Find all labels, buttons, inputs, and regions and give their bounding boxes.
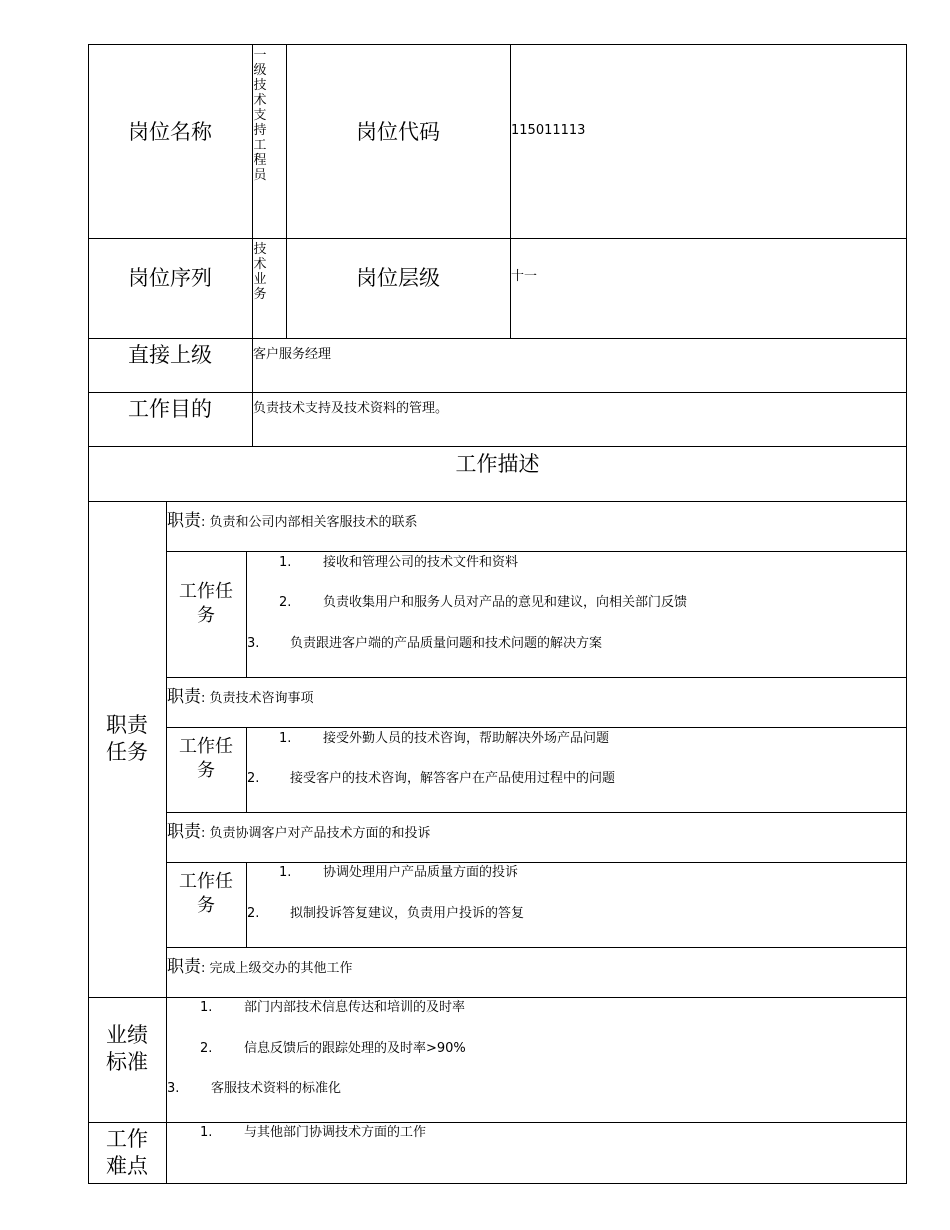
performance-item-1: 1. 部门内部技术信息传达和培训的及时率 <box>200 1000 466 1015</box>
duty-title-2: 职责: 负责技术咨询事项 <box>167 687 314 707</box>
task-2-1: 1. 接受外勤人员的技术咨询，帮助解决外场产品问题 <box>279 731 610 746</box>
task-3-1: 1. 协调处理用户产品质量方面的投诉 <box>279 865 519 880</box>
task-label-3: 工作任 务 <box>179 871 233 916</box>
task-1-1: 1. 接收和管理公司的技术文件和资料 <box>279 555 519 570</box>
position-series-label: 岗位序列 <box>128 266 212 290</box>
difficulty-label: 工作 难点 <box>106 1127 148 1178</box>
description-title: 工作描述 <box>455 452 540 476</box>
supervisor-value: 客户服务经理 <box>253 347 332 362</box>
position-level-label: 岗位层级 <box>356 266 440 290</box>
performance-item-3: 3. 客服技术资料的标准化 <box>167 1081 342 1096</box>
task-label-1: 工作任 务 <box>179 581 233 626</box>
difficulty-item-1: 1. 与其他部门协调技术方面的工作 <box>200 1125 427 1140</box>
purpose-label: 工作目的 <box>128 397 212 421</box>
duty-title-3: 职责: 负责协调客户对产品技术方面的和投诉 <box>167 822 431 842</box>
performance-label: 业绩 标准 <box>106 1023 148 1074</box>
duty-title-1: 职责: 负责和公司内部相关客服技术的联系 <box>167 511 418 531</box>
performance-item-2: 2. 信息反馈后的跟踪处理的及时率>90% <box>200 1041 466 1056</box>
task-label-2: 工作任 务 <box>179 736 233 781</box>
task-3-2: 2. 拟制投诉答复建议，负责用户投诉的答复 <box>247 906 525 921</box>
duties-label: 职责 任务 <box>106 713 148 764</box>
position-series-value: 技术业务 <box>253 242 267 302</box>
purpose-value: 负责技术支持及技术资料的管理。 <box>253 401 449 416</box>
position-name-label: 岗位名称 <box>128 120 212 144</box>
position-name-value: 一级技术支持工程员 <box>253 48 267 183</box>
supervisor-label: 直接上级 <box>128 343 212 367</box>
duty-title-4: 职责: 完成上级交办的其他工作 <box>167 957 353 977</box>
position-code-label: 岗位代码 <box>356 120 440 144</box>
task-2-2: 2. 接受客户的技术咨询，解答客户在产品使用过程中的问题 <box>247 771 616 786</box>
position-level-value: 十一 <box>511 269 538 284</box>
task-1-2: 2. 负责收集用户和服务人员对产品的意见和建议，向相关部门反馈 <box>279 595 688 610</box>
position-code-value: 115011113 <box>511 123 586 138</box>
task-1-3: 3. 负责跟进客户端的产品质量问题和技术问题的解决方案 <box>247 636 603 651</box>
